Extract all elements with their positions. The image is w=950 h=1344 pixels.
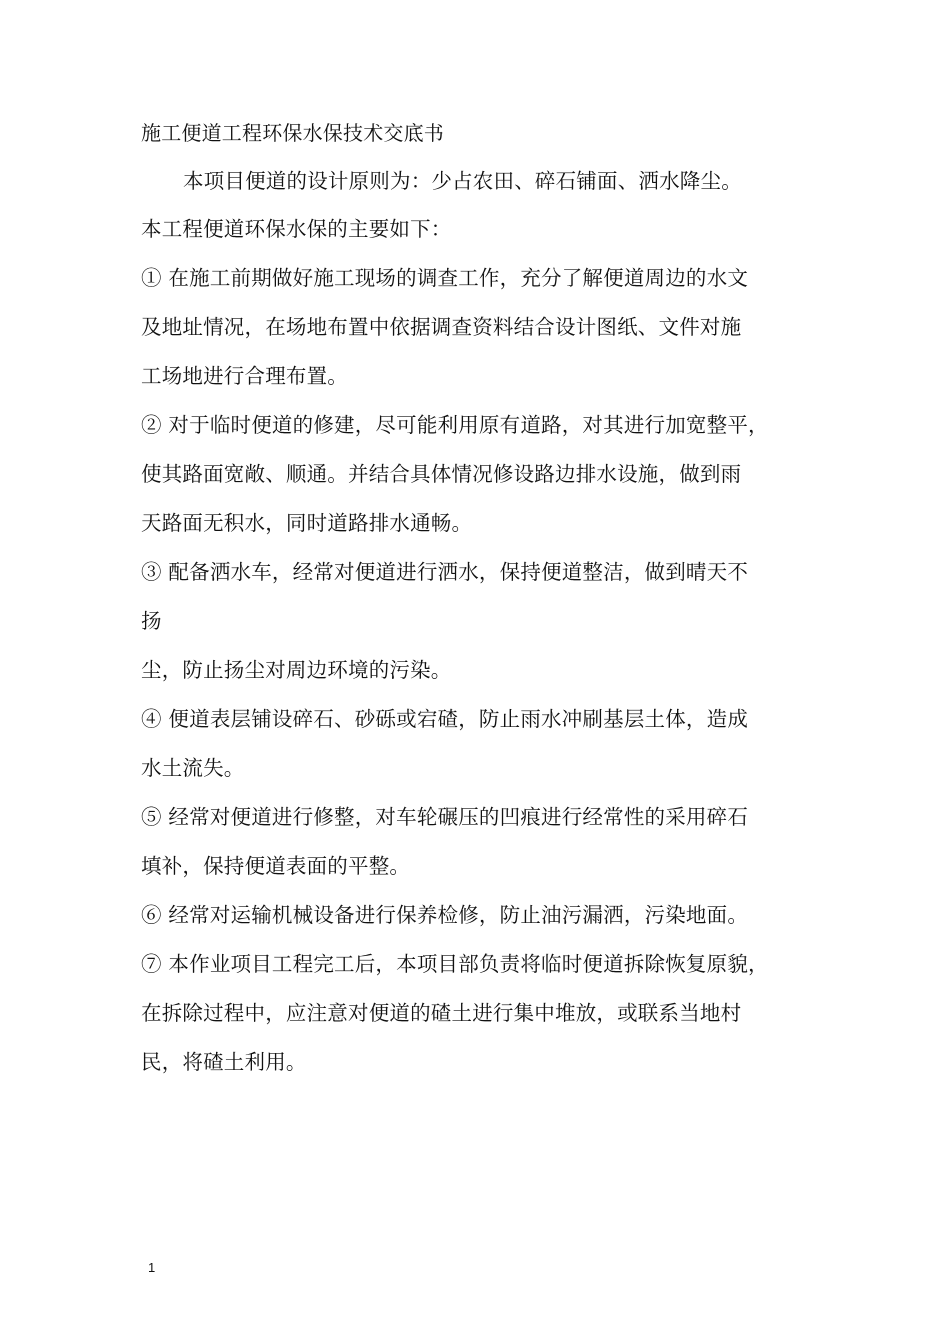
intro-paragraph: 本项目便道的设计原则为：少占农田、碎石铺面、洒水降尘。 bbox=[183, 169, 742, 193]
body-line: 天路面无积水，同时道路排水通畅。 bbox=[141, 511, 473, 535]
body-line: 使其路面宽敞、顺通。并结合具体情况修设路边排水设施，做到雨 bbox=[141, 462, 742, 486]
lead-paragraph: 本工程便道环保水保的主要如下： bbox=[141, 217, 452, 241]
body-line: ② 对于临时便道的修建，尽可能利用原有道路，对其进行加宽整平， bbox=[141, 413, 769, 437]
body-line: ① 在施工前期做好施工现场的调查工作，充分了解便道周边的水文 bbox=[141, 266, 749, 290]
body-line: 民，将碴土利用。 bbox=[141, 1050, 307, 1074]
body-line: 扬 bbox=[141, 609, 162, 633]
body-line: 工场地进行合理布置。 bbox=[141, 364, 348, 388]
page-number: 1 bbox=[148, 1260, 156, 1275]
body-line: ⑦ 本作业项目工程完工后，本项目部负责将临时便道拆除恢复原貌， bbox=[141, 952, 769, 976]
body-line: 尘，防止扬尘对周边环境的污染。 bbox=[141, 658, 452, 682]
body-line: 在拆除过程中，应注意对便道的碴土进行集中堆放，或联系当地村 bbox=[141, 1001, 742, 1025]
body-line: ④ 便道表层铺设碎石、砂砾或宕碴，防止雨水冲刷基层土体，造成 bbox=[141, 707, 749, 731]
body-line: ③ 配备洒水车，经常对便道进行洒水，保持便道整洁，做到晴天不 bbox=[141, 560, 749, 584]
document-title: 施工便道工程环保水保技术交底书 bbox=[141, 121, 444, 145]
body-line: 水土流失。 bbox=[141, 756, 245, 780]
body-line: 及地址情况，在场地布置中依据调查资料结合设计图纸、文件对施 bbox=[141, 315, 742, 339]
body-line: 填补，保持便道表面的平整。 bbox=[141, 854, 411, 878]
body-line: ⑥ 经常对运输机械设备进行保养检修，防止油污漏洒，污染地面。 bbox=[141, 903, 749, 927]
body-line: ⑤ 经常对便道进行修整，对车轮碾压的凹痕进行经常性的采用碎石 bbox=[141, 805, 749, 829]
